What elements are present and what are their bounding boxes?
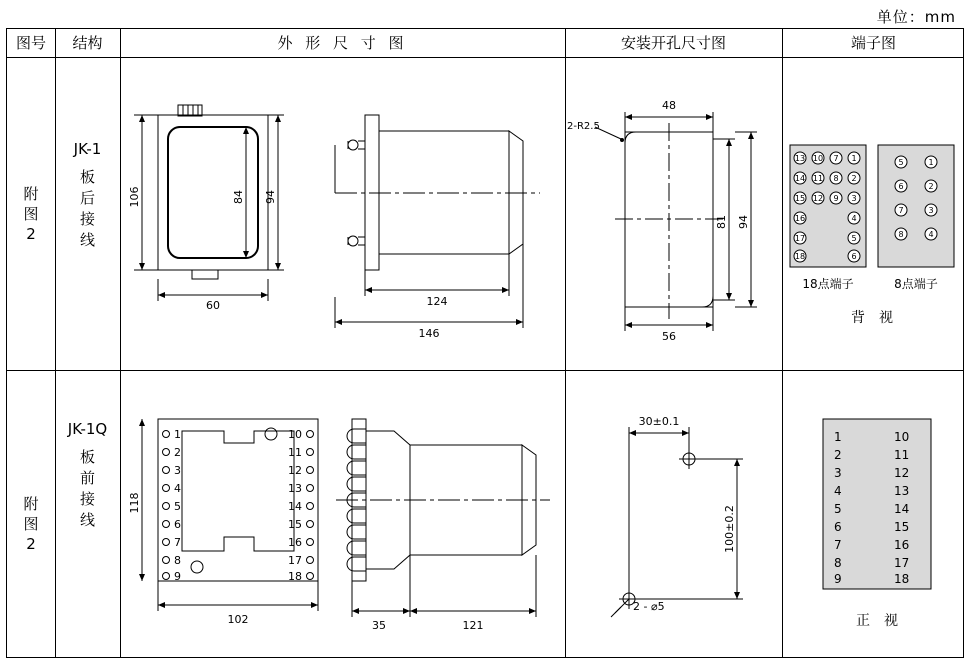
svg-text:6: 6 — [898, 182, 904, 191]
row2-term-right-13: 13 — [894, 484, 910, 498]
row1-dim-81: 81 — [715, 215, 728, 229]
row1-cutout-drawing — [565, 57, 782, 370]
row2-terminal-diagram — [782, 371, 965, 659]
row1-dim-94: 94 — [264, 190, 277, 204]
row2-term-right-16: 16 — [894, 538, 910, 552]
spec-table — [6, 28, 964, 658]
row2-structure-desc-2: 前 — [79, 469, 95, 487]
row2-term-right-15: 15 — [894, 520, 910, 534]
row2-term-left-6: 6 — [834, 520, 842, 534]
row2-left-num-5: 5 — [174, 500, 181, 513]
row2-term-left-9: 9 — [834, 572, 842, 586]
row1-dim-56: 56 — [662, 330, 676, 343]
row1-structure-desc-1: 板 — [79, 168, 95, 186]
row2-left-num-4: 4 — [174, 482, 181, 495]
row2-term-left-2: 2 — [834, 448, 842, 462]
row2-dim-vertical: 100±0.2 — [723, 505, 736, 553]
row1-structure-model: JK-1 — [73, 140, 102, 158]
row1-terminal-left-caption: 18点端子 — [802, 277, 854, 291]
row2-right-num-18: 18 — [288, 570, 302, 583]
row2-term-left-3: 3 — [834, 466, 842, 480]
row2-term-right-14: 14 — [894, 502, 910, 516]
row2-left-num-8: 8 — [174, 554, 181, 567]
svg-text:2: 2 — [928, 182, 934, 191]
svg-text:1: 1 — [851, 154, 857, 163]
row2-right-num-13: 13 — [288, 482, 302, 495]
row1-dim-146: 146 — [418, 327, 440, 340]
row2-structure — [55, 419, 120, 531]
row2-term-left-1: 1 — [834, 430, 842, 444]
row1-fig-no-char-3: 2 — [26, 225, 36, 243]
row2-dim-horizontal: 30±0.1 — [638, 415, 680, 428]
row2-left-num-7: 7 — [174, 536, 181, 549]
row1-dim-124: 124 — [426, 295, 448, 308]
row1-dim-94-cutout: 94 — [737, 215, 750, 229]
row1-outline-drawing — [120, 57, 565, 370]
header-terminal: 端子图 — [850, 34, 896, 52]
row1-terminal-diagram — [782, 57, 965, 370]
row2-right-num-12: 12 — [288, 464, 302, 477]
row1-terminal-view-caption: 背 视 — [851, 310, 893, 326]
row2-right-num-15: 15 — [288, 518, 302, 531]
unit-note: 单位：mm — [876, 8, 956, 26]
row2-cutout-drawing — [565, 371, 782, 659]
row1-fig-no-char-1: 附 — [23, 185, 39, 203]
row2-dim-121: 121 — [462, 619, 484, 632]
row2-right-num-17: 17 — [288, 554, 302, 567]
row1-dim-48: 48 — [662, 99, 676, 112]
column-divider-1 — [55, 29, 56, 657]
svg-text:12: 12 — [812, 194, 824, 203]
svg-text:17: 17 — [794, 234, 806, 243]
header-structure: 结构 — [72, 34, 103, 52]
row2-term-left-4: 4 — [834, 484, 842, 498]
row2-structure-desc-4: 线 — [79, 511, 95, 529]
svg-text:15: 15 — [794, 194, 806, 203]
header-cutout: 安装开孔尺寸图 — [620, 34, 726, 52]
row1-structure-desc-4: 线 — [79, 231, 95, 249]
row1-structure-desc-3: 接 — [79, 210, 95, 228]
svg-text:7: 7 — [833, 154, 839, 163]
row1-dim-106: 106 — [128, 186, 141, 208]
svg-text:8: 8 — [898, 230, 904, 239]
svg-text:11: 11 — [812, 174, 824, 183]
row2-dim-35: 35 — [372, 619, 386, 632]
row1-dim-60: 60 — [206, 299, 220, 312]
row2-dim-hole: 2 - ⌀5 — [633, 600, 665, 613]
svg-text:5: 5 — [851, 234, 857, 243]
row2-term-right-10: 10 — [894, 430, 910, 444]
svg-text:13: 13 — [794, 154, 806, 163]
row2-term-left-5: 5 — [834, 502, 842, 516]
row2-structure-model: JK-1Q — [67, 420, 108, 438]
svg-text:18: 18 — [794, 252, 806, 261]
row2-left-num-2: 2 — [174, 446, 181, 459]
header-outline: 外 形 尺 寸 图 — [277, 34, 408, 52]
row2-left-num-3: 3 — [174, 464, 181, 477]
row2-term-right-11: 11 — [894, 448, 910, 462]
svg-text:3: 3 — [851, 194, 857, 203]
row2-term-right-12: 12 — [894, 466, 910, 480]
row2-structure-desc-3: 接 — [79, 490, 95, 508]
row1-structure-desc-2: 后 — [79, 189, 95, 207]
row2-term-right-17: 17 — [894, 556, 910, 570]
svg-text:7: 7 — [898, 206, 904, 215]
row2-right-num-11: 11 — [288, 446, 302, 459]
svg-text:14: 14 — [794, 174, 806, 183]
row2-fig-no-char-2: 图 — [23, 515, 39, 533]
row2-dim-102: 102 — [227, 613, 249, 626]
row2-term-left-8: 8 — [834, 556, 842, 570]
svg-text:4: 4 — [928, 230, 934, 239]
row2-right-num-10: 10 — [288, 428, 302, 441]
svg-text:8: 8 — [833, 174, 839, 183]
svg-text:16: 16 — [794, 214, 806, 223]
row2-terminal-view-caption: 正 视 — [856, 613, 898, 629]
row2-right-num-14: 14 — [288, 500, 302, 513]
row2-term-right-18: 18 — [894, 572, 910, 586]
row2-outline-drawing — [120, 371, 565, 659]
row2-left-num-9: 9 — [174, 570, 181, 583]
row2-structure-desc-1: 板 — [79, 448, 95, 466]
svg-text:1: 1 — [928, 158, 934, 167]
row2-left-num-1: 1 — [174, 428, 181, 441]
svg-text:5: 5 — [898, 158, 904, 167]
row2-right-num-16: 16 — [288, 536, 302, 549]
row2-fig-no-char-3: 2 — [26, 535, 36, 553]
row1-structure — [55, 139, 120, 251]
svg-text:3: 3 — [928, 206, 934, 215]
header-fig-no: 图号 — [15, 34, 46, 52]
svg-text:4: 4 — [851, 214, 857, 223]
row1-fig-no-char-2: 图 — [23, 205, 39, 223]
svg-text:9: 9 — [833, 194, 839, 203]
row2-dim-118: 118 — [128, 492, 141, 514]
row2-term-left-7: 7 — [834, 538, 842, 552]
row2-fig-no — [7, 494, 55, 554]
svg-text:2: 2 — [851, 174, 857, 183]
row1-terminal-right-caption: 8点端子 — [894, 277, 938, 291]
row1-dim-84: 84 — [232, 190, 245, 204]
row1-fig-no — [7, 184, 55, 244]
svg-text:6: 6 — [851, 252, 857, 261]
row2-left-num-6: 6 — [174, 518, 181, 531]
row2-fig-no-char-1: 附 — [23, 495, 39, 513]
svg-text:10: 10 — [812, 154, 824, 163]
row1-dim-radius: 2-R2.5 — [567, 121, 600, 132]
